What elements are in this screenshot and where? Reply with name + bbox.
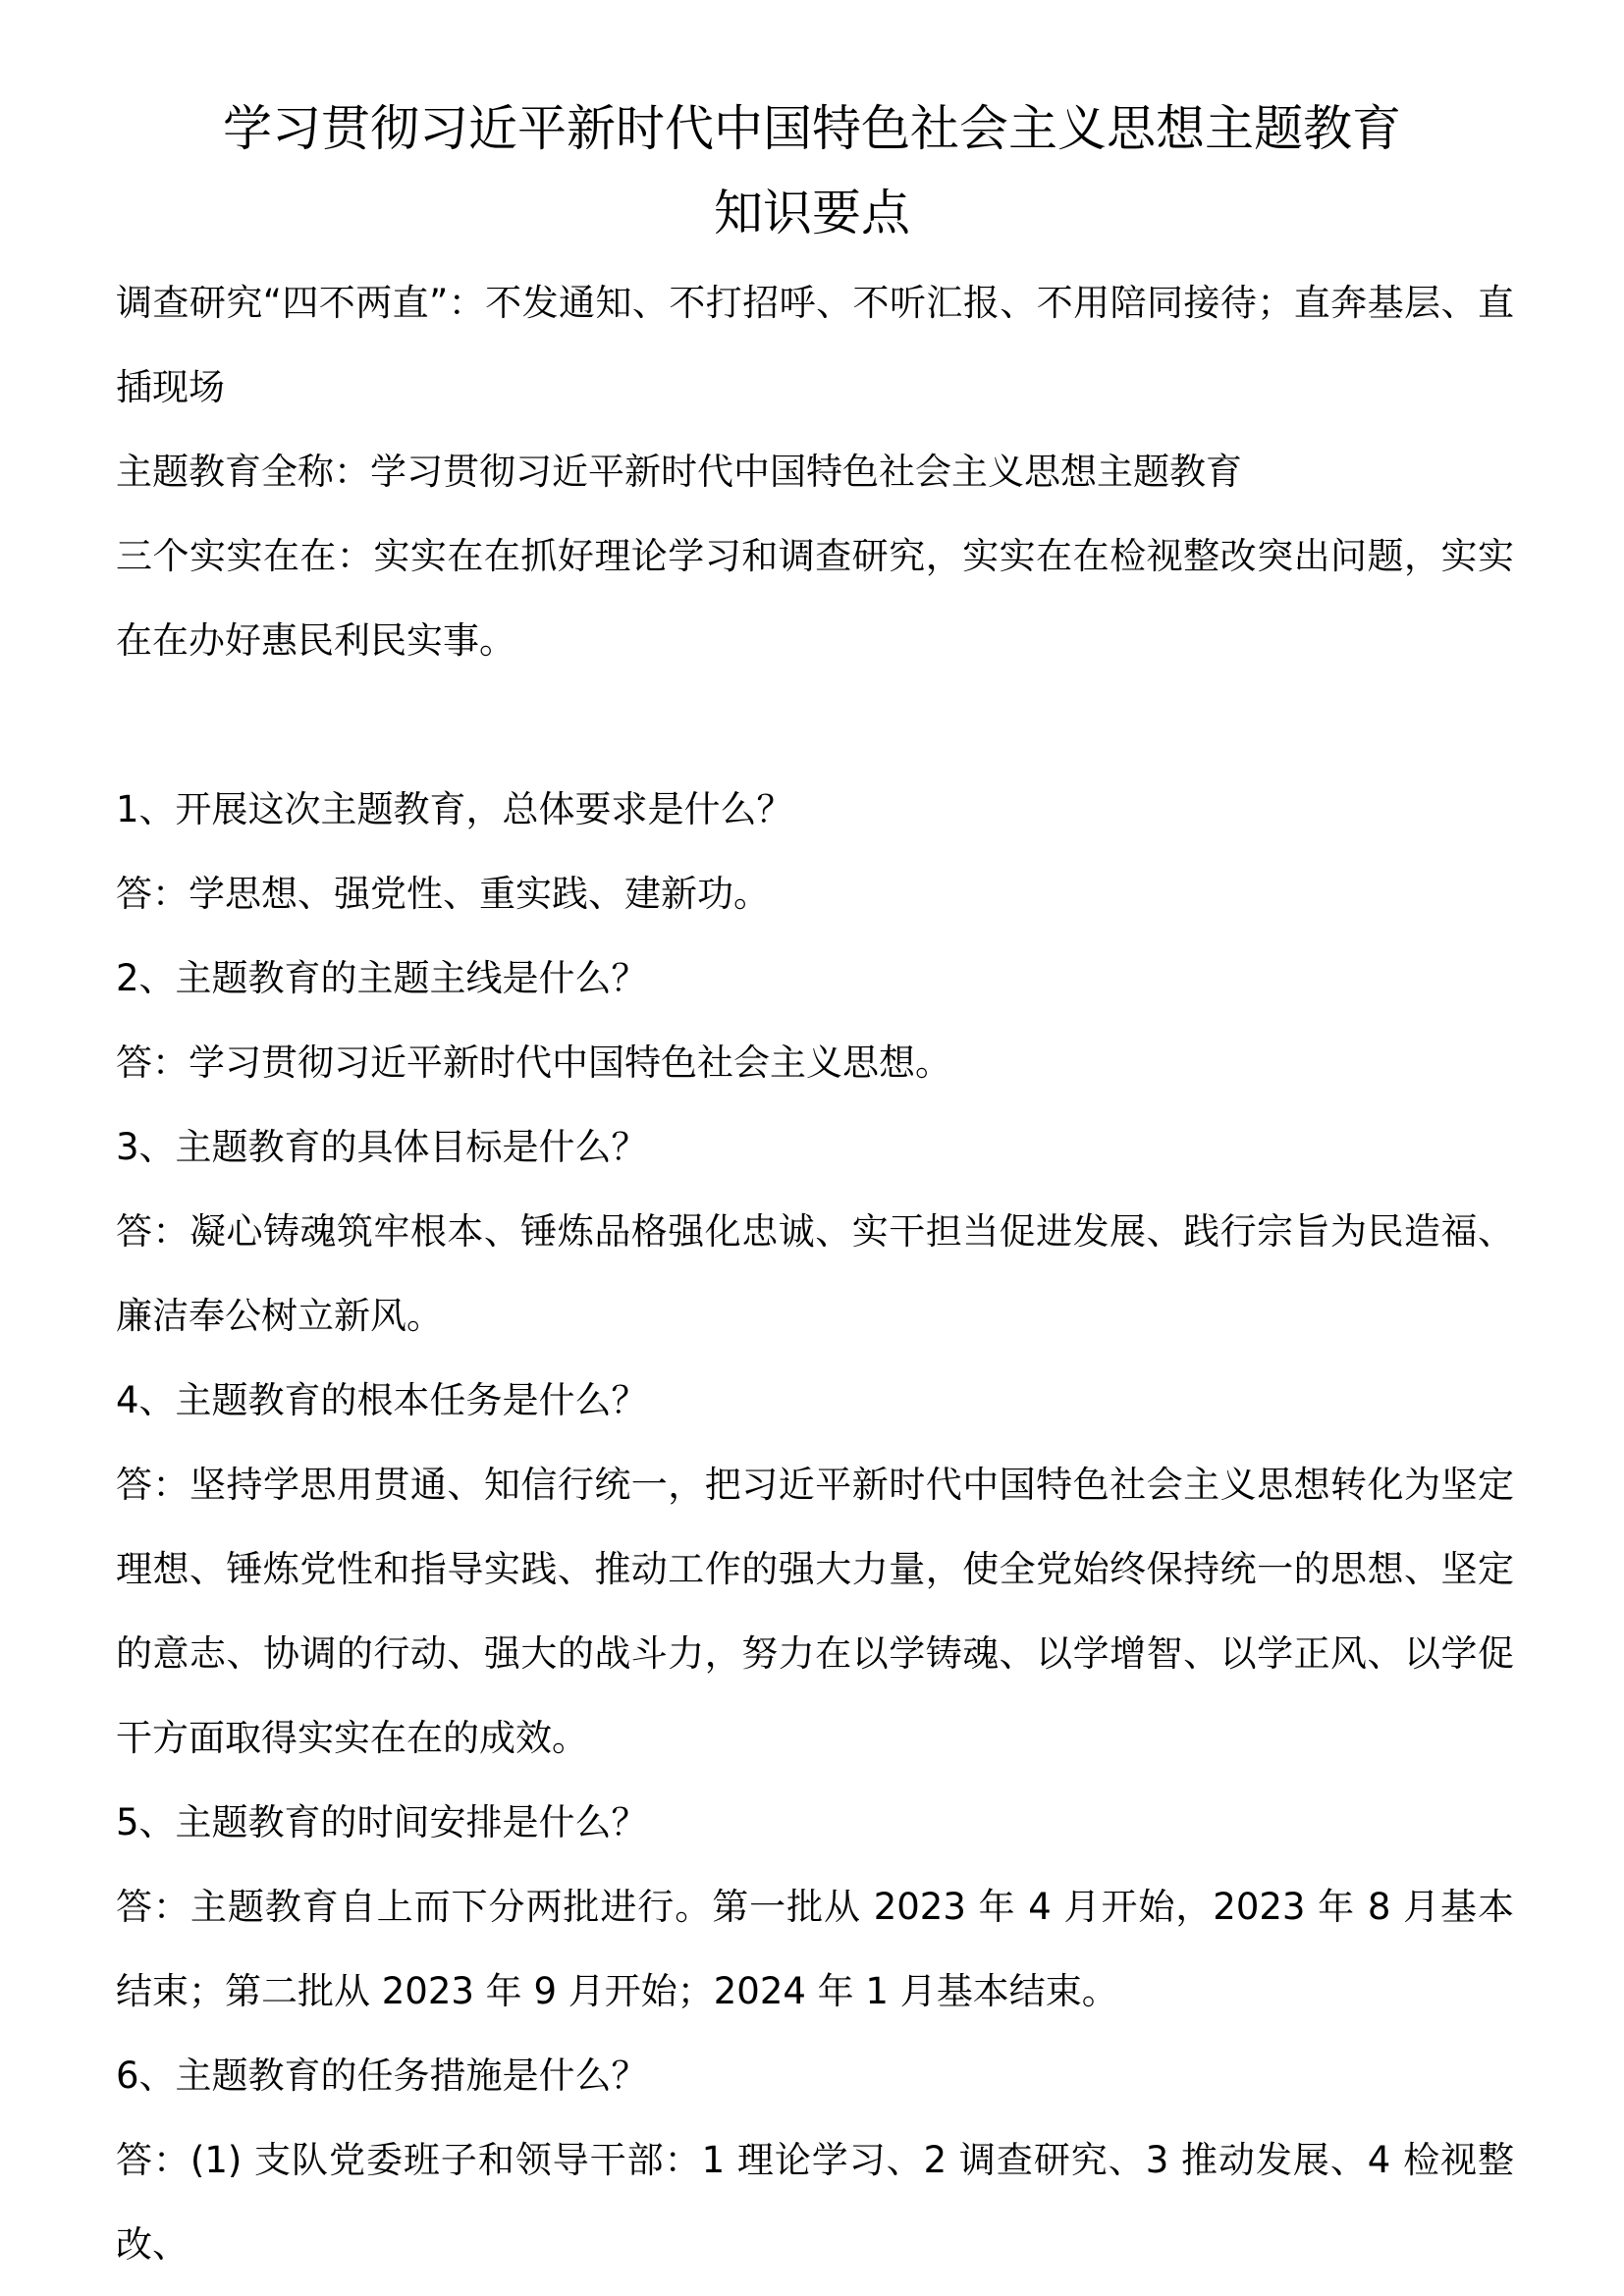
question-3: 3、主题教育的具体目标是什么？ (116, 1126, 648, 1168)
question-2: 2、主题教育的主题主线是什么？ (116, 957, 648, 999)
answer-4: 答：坚持学思用贯通、知信行统一，把习近平新时代中国特色社会主义思想转化为坚定理想、锤炼党性和指导实践、推动工作的强大力量，使全党始终保持统一的思想、坚定的意志、协调的行动、强大的战斗力，努力在以学铸魂、以学增智、以学正风、以学促干方面取得实实在在的成效。 (116, 1464, 1514, 1759)
blank-line (116, 683, 1514, 768)
question-1: 1、开展这次主题教育，总体要求是什么？ (116, 788, 793, 830)
intro-three-real-paragraph: 三个实实在在：实实在在抓好理论学习和调查研究，实实在在检视整改突出问题，实实在在办好惠民利民实事。 (116, 535, 1514, 662)
question-6: 6、主题教育的任务措施是什么？ (116, 2055, 648, 2097)
answer-5: 答：主题教育自上而下分两批进行。第一批从 2023 年 4 月开始，2023 年 8 月基本结束；第二批从 2023 年 9 月开始；2024 年 1 月基本结束。 (116, 1886, 1514, 2012)
answer-6: 答：(1) 支队党委班子和领导干部：1 理论学习、2 调查研究、3 推动发展、4 检视整改、 (116, 2139, 1514, 2266)
answer-3: 答：凝心铸魂筑牢根本、锤炼品格强化忠诚、实干担当促进发展、践行宗旨为民造福、廉洁奉公树立新风。 (116, 1210, 1514, 1337)
document-body (116, 261, 1514, 2287)
intro-survey-paragraph: 调查研究“四不两直”：不发通知、不打招呼、不听汇报、不用陪同接待；直奔基层、直插现场 (116, 282, 1514, 408)
document-title-line-2: 知识要点 (714, 185, 910, 241)
answer-1: 答：学思想、强党性、重实践、建新功。 (116, 873, 770, 915)
question-4: 4、主题教育的根本任务是什么？ (116, 1379, 648, 1421)
intro-fullname-paragraph: 主题教育全称：学习贯彻习近平新时代中国特色社会主义思想主题教育 (116, 451, 1242, 493)
document-title-line-1: 学习贯彻习近平新时代中国特色社会主义思想主题教育 (223, 100, 1401, 157)
question-5: 5、主题教育的时间安排是什么？ (116, 1801, 648, 1843)
answer-2: 答：学习贯彻习近平新时代中国特色社会主义思想。 (116, 1041, 951, 1084)
